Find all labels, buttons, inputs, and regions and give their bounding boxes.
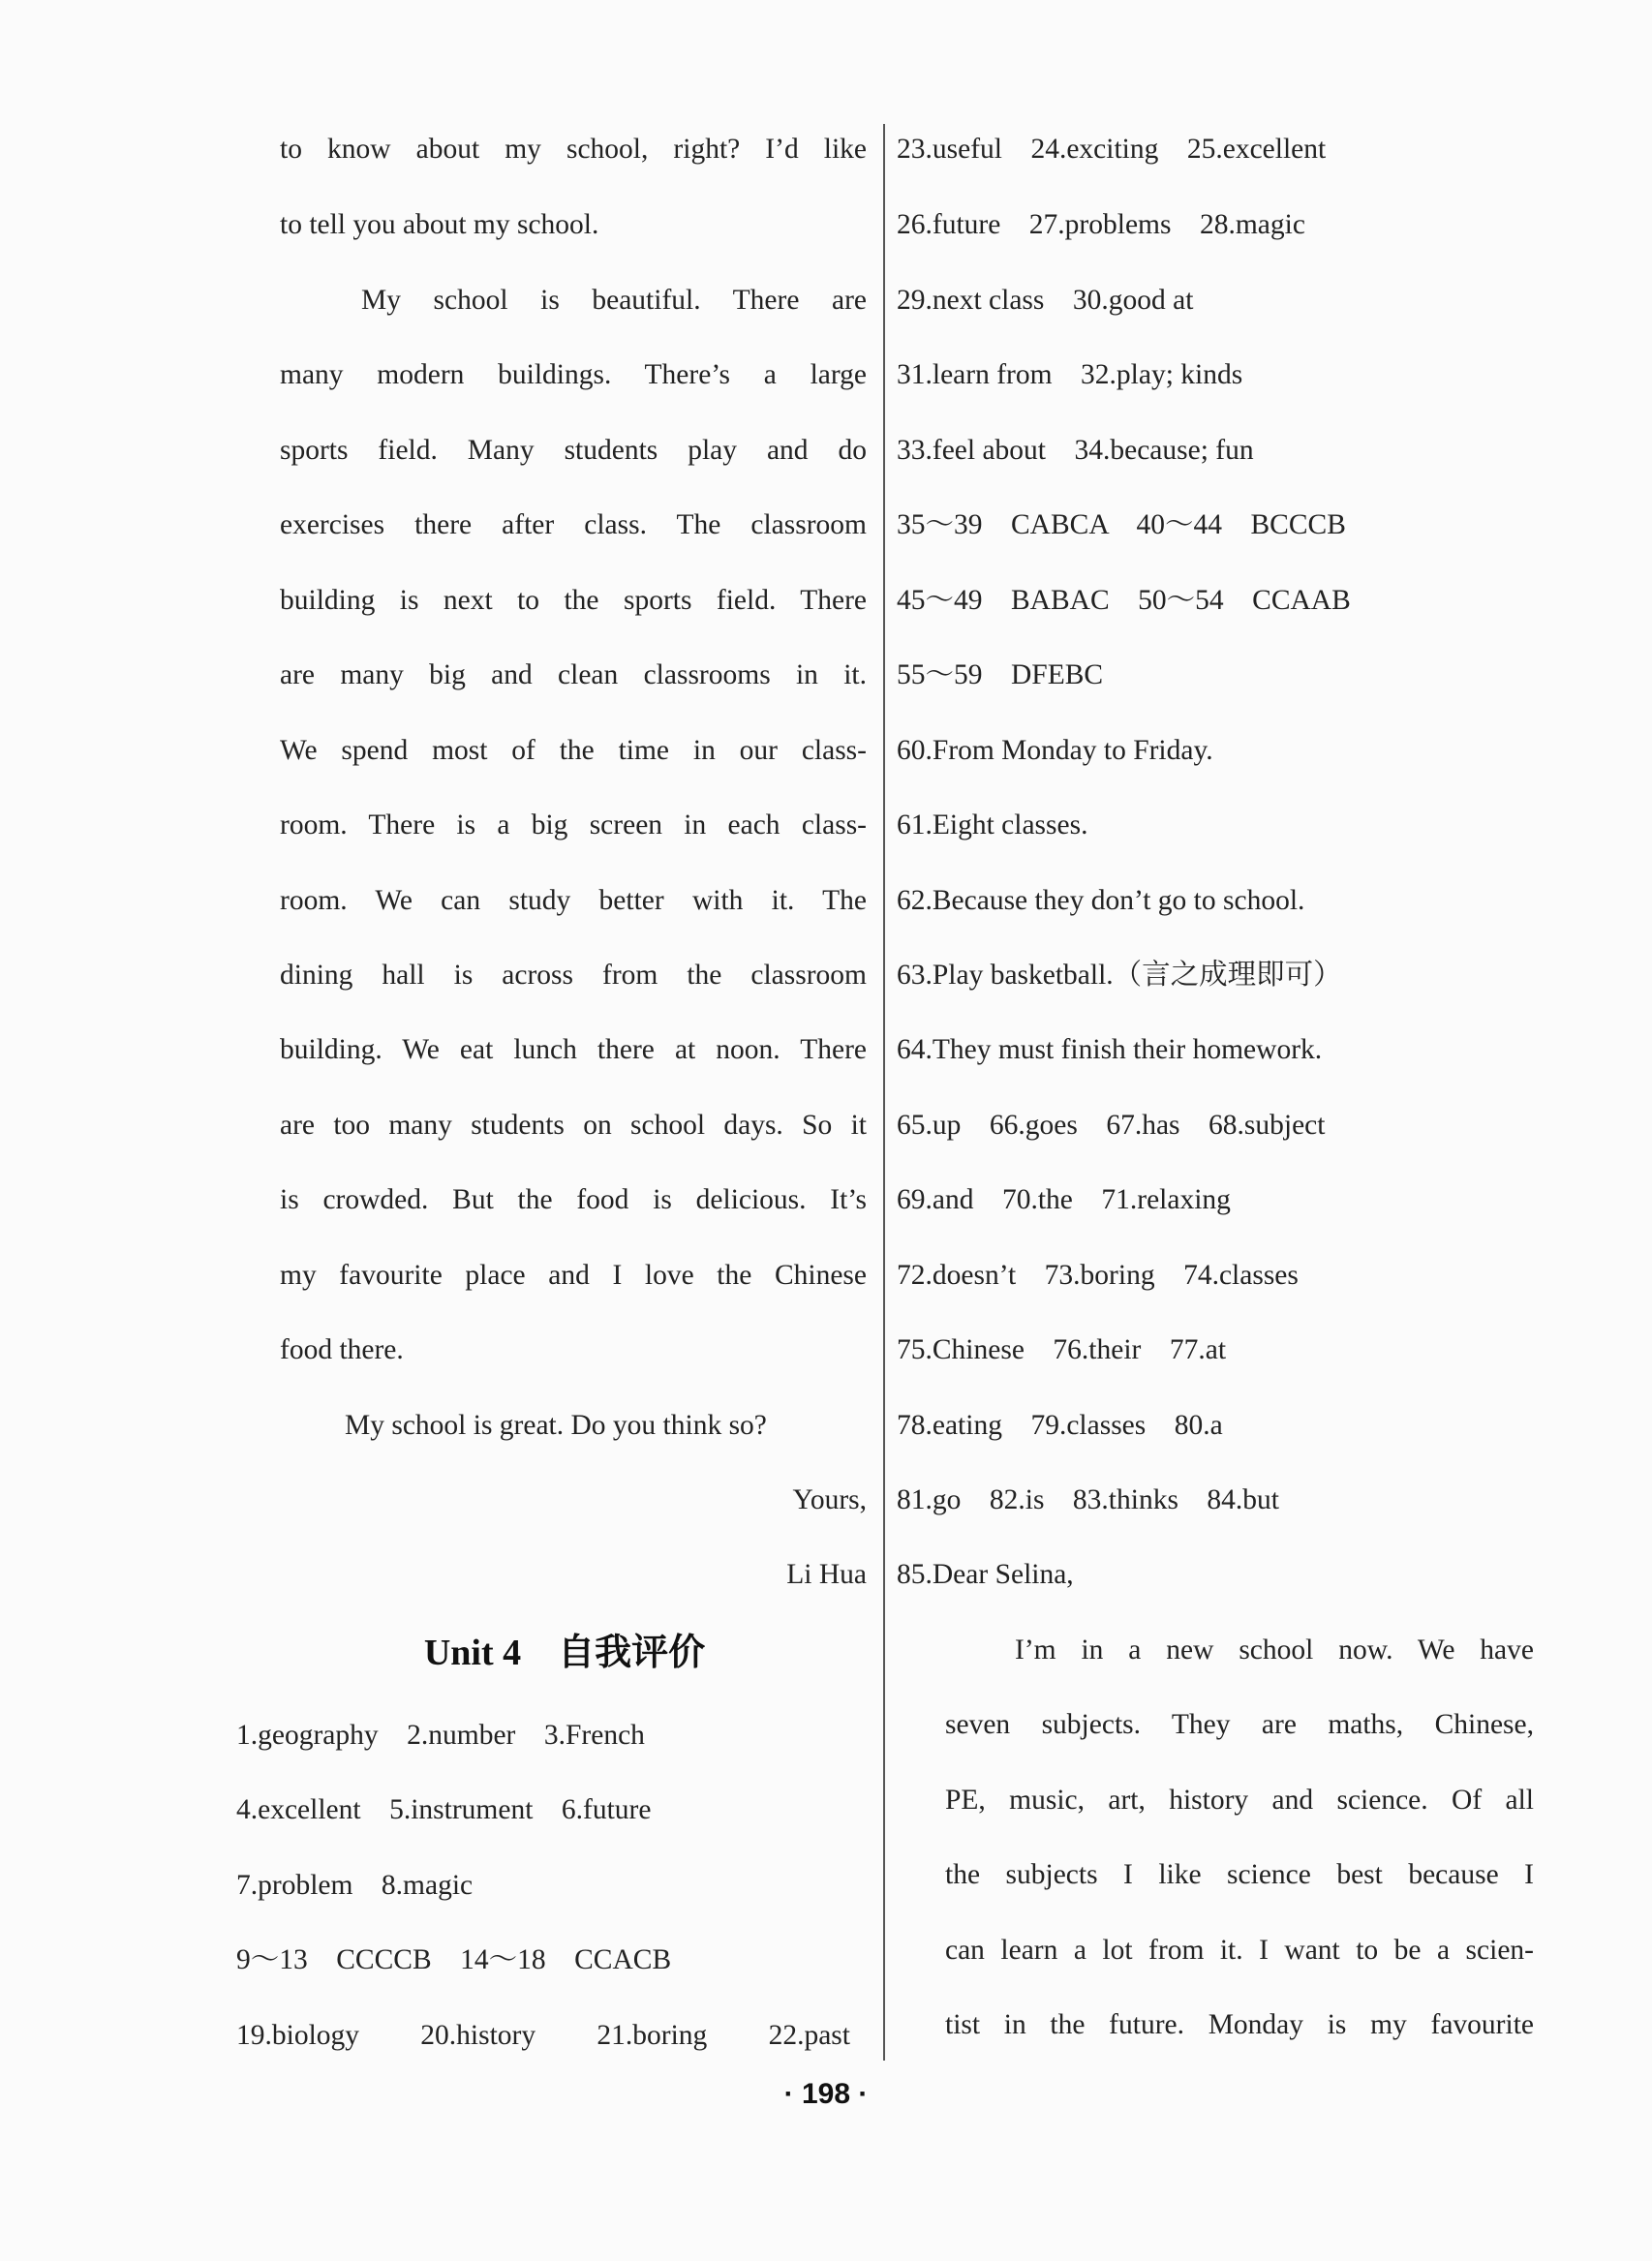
essay-line: seven subjects. They are maths, Chinese, [945, 1709, 1534, 1740]
essay-line: tist in the future. Monday is my favourite [945, 2009, 1534, 2040]
answer-line: 63.Play basketball.（言之成理即可） [897, 960, 1342, 991]
column-divider [883, 124, 885, 2061]
answer-line: 23.useful 24.exciting 25.excellent [897, 134, 1327, 165]
answer-line: 75.Chinese 76.their 77.at [897, 1334, 1227, 1365]
answer-line: 78.eating 79.classes 80.a [897, 1410, 1223, 1441]
answer-line: 4.excellent 5.instrument 6.future [236, 1794, 652, 1825]
letter-line: many modern buildings. There’s a large [280, 359, 867, 390]
letter-line: building. We eat lunch there at noon. There [280, 1034, 867, 1065]
answer-line: 64.They must finish their homework. [897, 1034, 1323, 1065]
letter-line: room. There is a big screen in each class- [280, 810, 867, 840]
answer-line: 61.Eight classes. [897, 810, 1088, 840]
letter-line: room. We can study better with it. The [280, 885, 867, 916]
letter-line: are many big and clean classrooms in it. [280, 659, 867, 690]
letter-line: my favourite place and I love the Chinese [280, 1260, 867, 1291]
answer-line: 72.doesn’t 73.boring 74.classes [897, 1260, 1299, 1291]
letter-line: We spend most of the time in our class- [280, 735, 867, 766]
answer-line: 45～49 BABAC 50～54 CCAAB [897, 585, 1351, 616]
answer-line: 85.Dear Selina, [897, 1559, 1074, 1590]
answer-line: 9～13 CCCCB 14～18 CCACB [236, 1944, 672, 1975]
answer-line: 55～59 DFEBC [897, 659, 1104, 690]
answer-line: 29.next class 30.good at [897, 285, 1194, 316]
answer-line: 65.up 66.goes 67.has 68.subject [897, 1110, 1326, 1141]
essay-line: the subjects I like science best because I [945, 1859, 1534, 1890]
letter-line: building is next to the sports field. There [280, 585, 867, 616]
letter-line: sports field. Many students play and do [280, 435, 867, 466]
answer-line: 33.feel about 34.because; fun [897, 435, 1254, 466]
answer-line: 31.learn from 32.play; kinds [897, 359, 1243, 390]
letter-line: food there. [280, 1334, 404, 1365]
answer-line: 69.and 70.the 71.relaxing [897, 1184, 1231, 1215]
letter-line: is crowded. But the food is delicious. It’s [280, 1184, 867, 1215]
answer-line: 7.problem 8.magic [236, 1870, 474, 1901]
page-number: · 198 · [783, 2078, 869, 2110]
letter-signature: Li Hua [786, 1559, 867, 1590]
letter-line: to tell you about my school. [280, 209, 599, 240]
letter-line: dining hall is across from the classroom [280, 960, 867, 991]
essay-line: PE, music, art, history and science. Of all [945, 1785, 1534, 1816]
answer-line: 19.biology 20.history 21.boring 22.past [236, 2020, 850, 2051]
answer-line: 60.From Monday to Friday. [897, 735, 1213, 766]
answer-line: 35～39 CABCA 40～44 BCCCB [897, 509, 1346, 540]
section-title: Unit 4 自我评价 [423, 1633, 706, 1673]
essay-line: can learn a lot from it. I want to be a scien- [945, 1935, 1534, 1966]
answer-line: 81.go 82.is 83.thinks 84.but [897, 1484, 1279, 1515]
letter-line: are too many students on school days. So it [280, 1110, 867, 1141]
letter-closing: Yours, [792, 1484, 867, 1515]
letter-line: exercises there after class. The classroom [280, 509, 867, 540]
answer-line: 1.geography 2.number 3.French [236, 1720, 645, 1751]
essay-line: I’m in a new school now. We have [1015, 1635, 1534, 1665]
letter-line: My school is great. Do you think so? [345, 1410, 767, 1441]
letter-line: to know about my school, right? I’d like [280, 134, 867, 165]
answer-line: 26.future 27.problems 28.magic [897, 209, 1305, 240]
answer-line: 62.Because they don’t go to school. [897, 885, 1305, 916]
letter-line: My school is beautiful. There are [361, 285, 867, 316]
